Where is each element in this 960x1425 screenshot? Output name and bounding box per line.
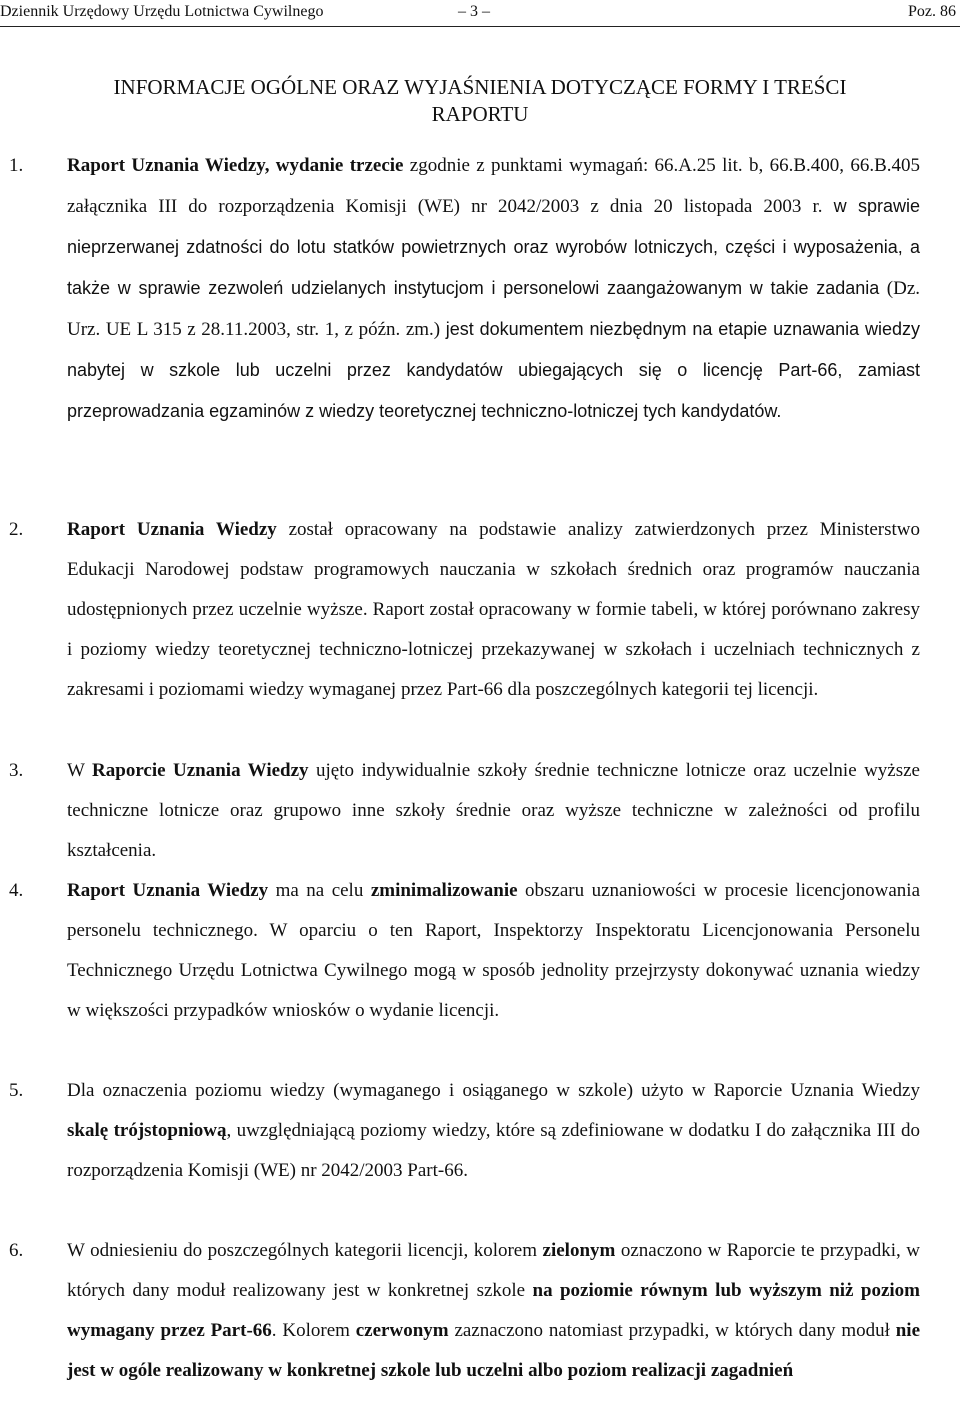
paragraph-4 xyxy=(9,871,921,1031)
paragraph-text: Dla oznaczenia poziomu wiedzy (wymaganego i osiąganego w szkole) użyto w Raporcie Uznania Wiedzy xyxy=(67,1080,920,1101)
regulation-title: w sprawie nieprzerwanej zdatności do lotu statków powietrznych oraz wyrobów lotniczych, części i wyposażenia, a także w sprawie zezwoleń udzielanych instytucjom i personelowi zaangażowanym w takie zadania xyxy=(67,196,920,298)
paragraph-text: jest dokumentem niezbędnym na etapie uznawania wiedzy nabytej w szkole lub uczelni przez kandydatów ubiegających się o licencję Part-66, zamiast przeprowadzania egzaminów z wiedzy teoretycznej techniczno-lotniczej tych kandydatów. xyxy=(67,319,920,421)
emphasis-bold: na poziomie równym lub wyższym niż poziom wymagany przez Part-66 xyxy=(67,1280,920,1341)
paragraph-text: obszaru uznaniowości w procesie licencjonowania personelu technicznego. W oparciu o ten Raport, Inspektorzy Inspektoratu Licencjonowania Personelu Technicznego Urzędu Lotnictwa Cywilnego mogą w sposób jednolity przejrzysty dokonywać uznania wiedzy w większości przypadków wniosków o wydanie licencji. xyxy=(67,880,921,1021)
paragraph-text: ma na celu xyxy=(268,880,371,901)
report-name-bold: Raporcie Uznania Wiedzy xyxy=(92,760,309,781)
paragraph-text: został opracowany na podstawie analizy zatwierdzonych przez Ministerstwo Edukacji Narodowej podstaw programowych nauczania w szkołach średnich oraz programów nauczania udostępnionych przez uczelnie wyższe. Raport został opracowany w formie tabeli, w której porównano zakresy i poziomy wiedzy teoretycznej techniczno-lotniczej przekazywanej w szkołach i uczelniach technicznych z zakresami i poziomami wiedzy wymaganej przez Part-66 dla poszczególnych kategorii tej licencji. xyxy=(67,519,921,700)
paragraph-5 xyxy=(9,1071,920,1191)
paragraph-number: 6. xyxy=(9,1240,24,1261)
paragraph-text: , uwzględniającą poziomy wiedzy, które są zdefiniowane w dodatku I do załącznika III do rozporządzenia Komisji (WE) nr 2042/2003 Part-66. xyxy=(67,1120,920,1181)
title-line-1: INFORMACJE OGÓLNE ORAZ WYJAŚNIENIA DOTYCZĄCE FORMY I TREŚCI xyxy=(113,75,847,99)
paragraph-text: W odniesieniu do poszczególnych kategorii licencji, kolorem xyxy=(67,1240,543,1261)
emphasis-bold: skalę trójstopniową xyxy=(67,1120,227,1141)
document-title xyxy=(0,74,960,128)
report-name-bold: Raport Uznania Wiedzy xyxy=(67,519,277,540)
journal-title: Dziennik Urzędowy Urzędu Lotnictwa Cywilnego xyxy=(0,3,324,20)
emphasis-bold: zielonym xyxy=(542,1240,616,1261)
paragraph-2 xyxy=(9,510,921,710)
paragraph-number: 3. xyxy=(9,760,24,781)
report-name-bold: Raport Uznania Wiedzy xyxy=(67,880,269,901)
paragraph-text: (Dz. Urz. UE L 315 z 28.11.2003, str. 1, z późn. zm.) xyxy=(67,278,920,340)
paragraph-number: 2. xyxy=(9,519,24,540)
paragraph-text: zaznaczono natomiast przypadki, w których dany moduł xyxy=(448,1320,896,1341)
paragraph-3 xyxy=(9,751,920,871)
page-header xyxy=(0,0,960,27)
emphasis-bold: nie jest w ogóle realizowany w konkretnej szkole lub uczelni albo poziom realizacji zagadnień xyxy=(67,1320,921,1381)
emphasis-bold: zminimalizowanie xyxy=(370,880,518,901)
paragraph-6 xyxy=(9,1231,921,1391)
title-line-2: RAPORTU xyxy=(431,102,529,126)
page-number: – 3 – xyxy=(458,3,490,20)
paragraph-text: zgodnie z punktami wymagań: 66.A.25 lit. b, 66.B.400, 66.B.405 załącznika III do rozporządzenia Komisji (WE) nr 2042/2003 z dnia 20 listopada 2003 r. xyxy=(67,155,920,217)
position-number: Poz. 86 xyxy=(908,3,956,20)
paragraph-text: ujęto indywidualnie szkoły średnie techniczne lotnicze oraz uczelnie wyższe techniczne lotnicze oraz grupowo inne szkoły średnie oraz wyższe techniczne w zależności od profilu kształcenia. xyxy=(67,760,920,861)
paragraph-number: 5. xyxy=(9,1080,24,1101)
paragraph-text: . Kolorem xyxy=(271,1320,356,1341)
paragraph-1 xyxy=(9,146,920,432)
paragraph-text: oznaczono w Raporcie te przypadki, w których dany moduł realizowany jest w konkretnej szkole xyxy=(67,1240,921,1301)
emphasis-bold: czerwonym xyxy=(355,1320,449,1341)
paragraph-number: 4. xyxy=(9,880,24,901)
report-name-bold: Raport Uznania Wiedzy, wydanie trzecie xyxy=(67,155,404,176)
paragraph-text: W xyxy=(67,760,93,781)
paragraph-number: 1. xyxy=(9,155,24,176)
